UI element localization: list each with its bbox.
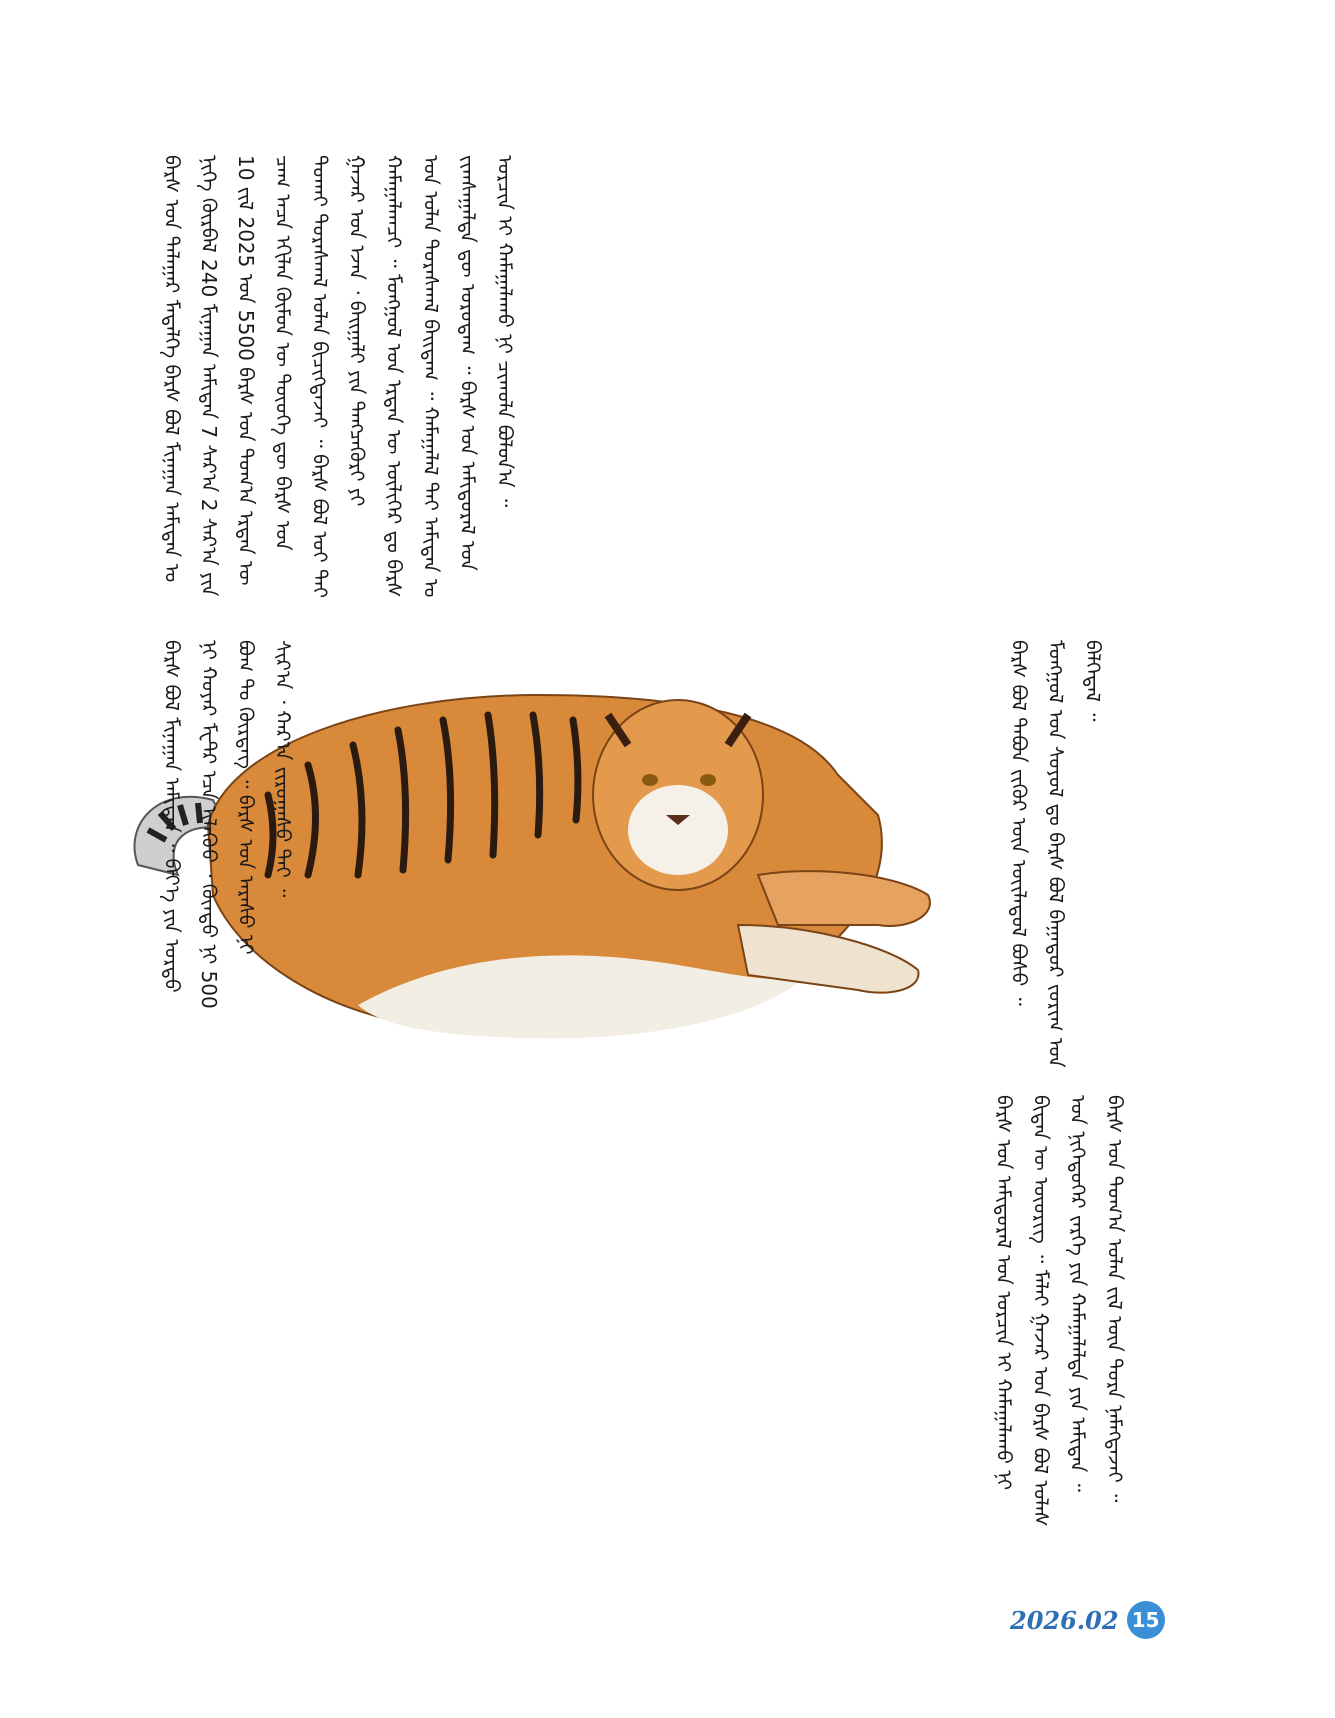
article-right-text: ᠪᠠᠷᠰ ᠪᠣᠯ ᠲᠠᠪᠤᠨ ᠵᠢᠭᠦᠷ ᠦᠨ ᠦᠢᠯᠡᠳᠦᠯ ᠪᠤᠰᠤ ᠃ ᠮᠣᠩᠭᠣᠯ ᠤᠨ ᠰᠣᠶᠤᠯ ᠳᠤ ᠪᠠᠷᠰ ᠪᠣᠯ ᠪᠠᠭᠠᠲᠤᠷ ᠵᠣᠷᠢᠭ ᠤᠨ ᠪᠡᠯᠭᠡᠳᠡᠯ ᠃: [1007, 640, 1105, 1074]
issue-number: 2026.02: [1010, 1605, 1119, 1635]
page-number: 15: [1127, 1601, 1165, 1639]
article-bottom-left-text: ᠪᠠᠷᠰ ᠪᠣᠯ ᠮᠢᠨᠠᠭᠠᠨ ᠠᠮᠢᠲᠠᠨ ᠃ ᠪᠡᠶ᠎ᠡ ᠶᠢᠨ ᠤᠷᠲᠤ ᠨᠢ ᠬᠣᠶᠠᠷ ᠮᠧᠲ᠋ᠷ ᠡᠴᠡ ᠢᠯᠡᠭᠦᠦ ᠂ ᠬᠦᠨᠳᠦ ᠨᠢ 500 ᠪᠤᠭ ᠲᠣ ᠬᠦᠷᠳᠡᠭ ᠃ ᠪᠠᠷᠰ ᠤᠨ ᠠᠷᠠᠰᠤ ᠨᠢ ᠰᠢᠷ᠎ᠠ ᠂ ᠬᠠᠷ᠎ᠠ ᠵᠢᠷᠤᠭᠠᠰᠤ ᠲᠠᠢ ᠃: [160, 640, 295, 1016]
page-footer: [1010, 1600, 1165, 1640]
article-top-text: ᠪᠠᠷᠰ ᠤᠨ ᠲᠠᠯᠠᠭᠠᠷ ᠮᠡᠳᠡᠯᠭᠡ ᠪᠠᠷᠰ ᠪᠣᠯ ᠮᠢᠨᠠᠭᠠᠨ ᠠᠮᠢᠲᠠᠨ ᠤ ᠨᠢᠭᠡ ᠬᠦᠷᠪᠡᠯ 240 ᠮᠢᠨᠠᠭᠠᠨ ᠠᠮᠢᠲᠠᠨ 7 ᠰᠠᠷ᠎ᠠ 2 ᠰᠠᠷ᠎ᠠ ᠶᠢᠨ 10 ᠵᠢᠯ 2025 ᠣᠨ 5500 ᠪᠠᠷᠰ ᠤᠨ ᠲᠣᠭ᠎ᠠ ᠡᠷᠲᠡᠨ ᠦ ᠴᠠᠭ ᠠᠴᠠ ᠡᠬᠢᠯᠡᠨ ᠬᠦᠮᠦᠨ ᠦ ᠲᠦᠦᠬᠡ ᠳᠦ ᠪᠠᠷᠰ ᠤᠨ ᠲᠤᠬᠠᠢ ᠳᠤᠷᠠᠰᠬᠠᠯ ᠤᠯᠠᠨ ᠪᠢᠴᠢᠭᠳᠡᠵᠡᠢ ᠃ ᠪᠠᠷᠰ ᠪᠣᠯ ᠣᠢ ᠲᠠᠢ ᠭᠠᠵᠠᠷ ᠤᠨ ᠡᠵᠡᠨ ᠂ ᠪᠠᠢᠭᠠᠯᠢ ᠶᠢᠨ ᠲᠡᠩᠴᠡᠭᠦᠷᠢ ᠶᠢ ᠬᠠᠮᠠᠭᠠᠯᠠᠭᠴᠢ ᠃ ᠮᠣᠩᠭᠣᠯ ᠤᠨ ᠡᠷᠲᠡᠨ ᠦ ᠦᠯᠢᠭᠡᠷ ᠳᠤ ᠪᠠᠷᠰ ᠤᠨ ᠤᠯᠠᠨ ᠳᠤᠷᠠᠰᠬᠠᠯ ᠪᠠᠢᠳᠠᠭ ᠃ ᠬᠠᠮᠠᠭᠠᠯᠠᠯ ᠲᠠᠢ ᠠᠮᠢᠲᠠᠨ ᠤ ᠵᠢᠭᠰᠠᠭᠠᠯᠲᠠ ᠳᠦ ᠣᠷᠣᠳᠠᠭ ᠃ ᠪᠠᠷᠰ ᠤᠨ ᠠᠮᠢᠳᠤᠷᠠᠯ ᠤᠨ ᠣᠷᠴᠢᠨ ᠢ ᠬᠠᠮᠠᠭᠠᠯᠠᠬᠤ ᠨᠢ ᠴᠢᠬᠤᠯᠠ ᠪᠣᠯᠤᠨ᠎ᠠ ᠃: [160, 155, 517, 605]
article-bottom-right-text: ᠪᠠᠷᠰ ᠤᠨ ᠠᠮᠢᠳᠤᠷᠠᠯ ᠤᠨ ᠣᠷᠴᠢᠨ ᠢ ᠬᠠᠮᠠᠭᠠᠯᠠᠬᠤ ᠨᠢ ᠪᠢᠳᠡᠨ ᠦ ᠦᠦᠷᠢᠭ ᠃ ᠮᠠᠯᠠᠢ ᠭᠠᠵᠠᠷ ᠤᠨ ᠪᠠᠷᠰ ᠪᠣᠯ ᠤᠯᠠᠰ ᠤᠨ ᠨᠢᠭᠡᠳᠦᠭᠡᠷ ᠵᠡᠷᠭᠡ ᠶᠢᠨ ᠬᠠᠮᠠᠭᠠᠯᠠᠯᠲᠠ ᠶᠢᠨ ᠠᠮᠢᠲᠠᠨ ᠃ ᠪᠠᠷᠰ ᠤᠨ ᠲᠣᠭ᠎ᠠ ᠣᠯᠠᠨ ᠵᠢᠯ ᠦᠨ ᠳᠤᠷᠠ ᠨᠡᠮᠡᠭᠳᠡᠵᠡᠢ ᠃: [992, 1095, 1127, 1534]
